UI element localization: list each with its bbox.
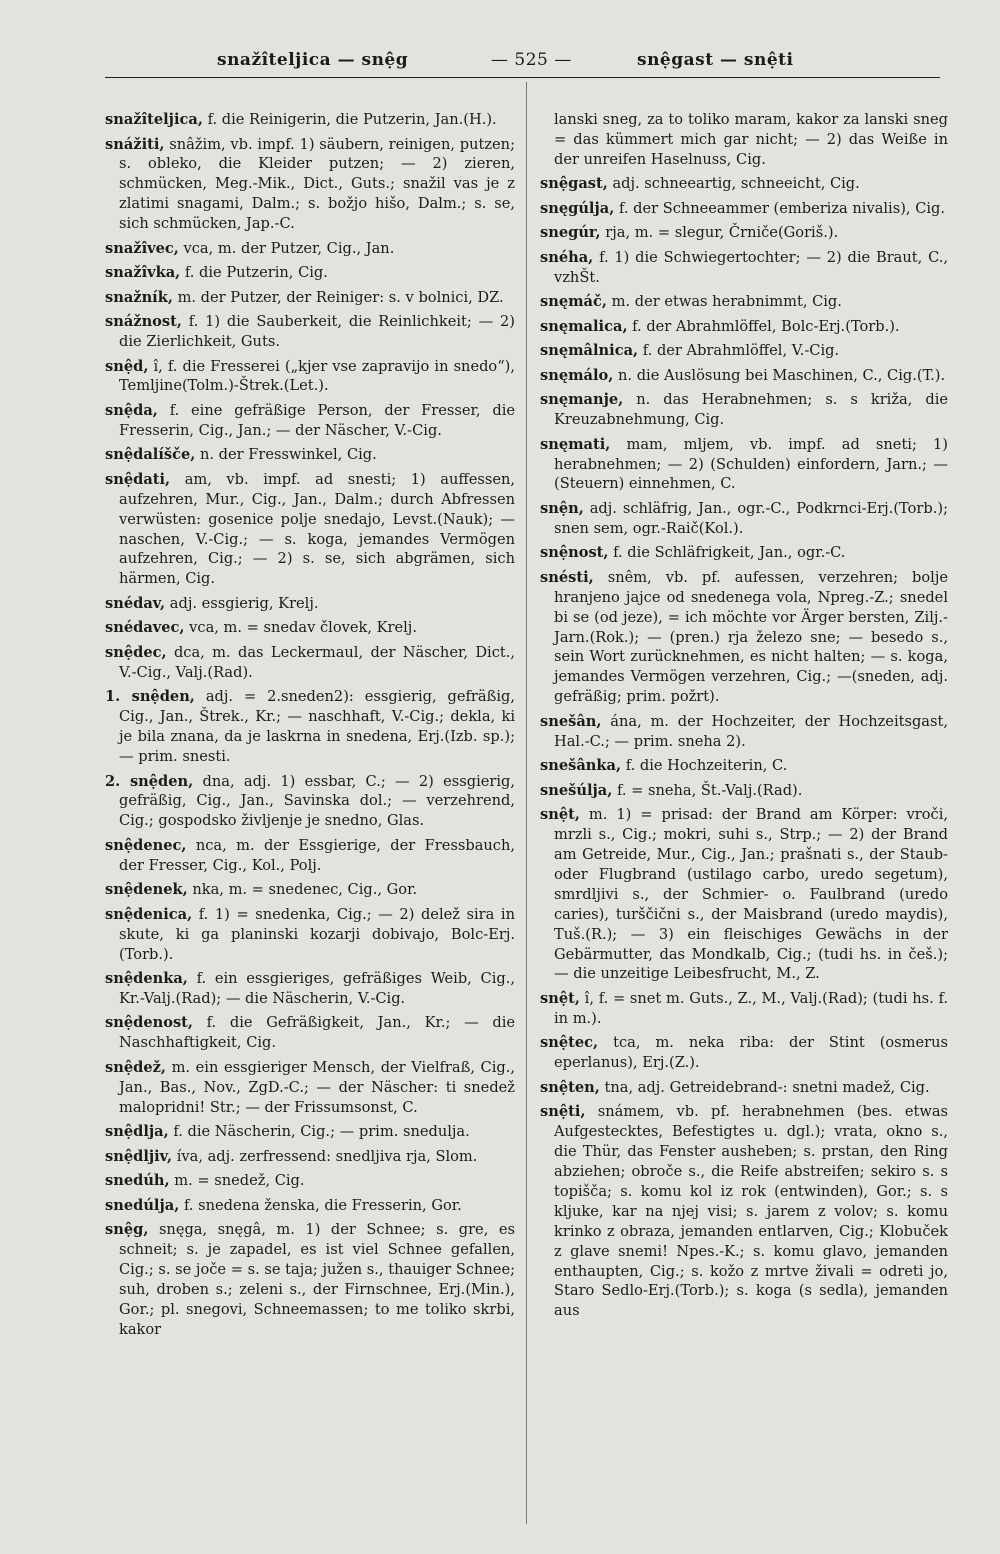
entry-headword: snệnost, [540, 544, 609, 562]
entry-headword: snešânka, [540, 757, 622, 775]
dictionary-entry [540, 805, 948, 984]
entry-definition: m. der etwas herabnimmt, Cig. [611, 293, 842, 311]
entry-headword: snệdenek, [105, 881, 188, 899]
entry-definition: tca, m. neka riba: der Stint (osmerus eperlanus), Erj.(Z.). [554, 1034, 948, 1072]
entry-definition: f. snedena ženska, die Fresserin, Gor. [183, 1196, 462, 1214]
dictionary-entry [540, 543, 948, 563]
dictionary-entry [540, 317, 948, 337]
entry-headword: snệgast, [540, 175, 608, 193]
dictionary-entry [105, 1220, 515, 1339]
entry-headword: snệd, [105, 357, 149, 375]
dictionary-entry [105, 618, 515, 638]
dictionary-entry [540, 341, 948, 361]
dictionary-entry [105, 969, 515, 1009]
entry-headword: snéha, [540, 248, 594, 266]
dictionary-entry [540, 174, 948, 194]
dictionary-entry [540, 110, 948, 170]
entry-definition: f. 1) die Sauberkeit, die Reinlichkeit; — 2) die Zierlichkeit, Guts. [119, 313, 515, 351]
entry-definition: f. die Näscherin, Cig.; — prim. snedulja. [173, 1123, 470, 1141]
entry-headword: snažník, [105, 288, 173, 306]
dictionary-entry [105, 880, 515, 900]
entry-headword: snęmâlnica, [540, 342, 639, 360]
dictionary-entry [105, 687, 515, 767]
entry-definition: tna, adj. Getreidebrand-: snetni madež, Cig. [604, 1078, 930, 1096]
entry-definition: f. die Hochzeiterin, C. [625, 757, 788, 775]
entry-headword: snệdalíšče, [105, 446, 196, 464]
entry-headword: snệdež, [105, 1058, 166, 1076]
entry-headword: snęmati, [540, 435, 611, 453]
dictionary-entry [105, 594, 515, 614]
entry-definition: f. die Reinigerin, die Putzerin, Jan.(H.). [207, 111, 497, 128]
entry-definition: dca, m. das Leckermaul, der Näscher, Dict., V.-Cig., Valj.(Rad). [119, 643, 515, 681]
entry-headword: snện, [540, 499, 584, 517]
entry-definition: f. der Abrahmlöffel, V.-Cig. [642, 342, 840, 360]
entry-definition: adj. schneeartig, schneeicht, Cig. [612, 175, 860, 193]
dictionary-entry [105, 110, 515, 130]
entry-definition: adj. essgierig, Krelj. [169, 594, 319, 612]
dictionary-entry [105, 1147, 515, 1167]
entry-definition: dna, adj. 1) essbar, C.; — 2) essgierig, gefräßig, Cig., Jan., Savinska dol.; — verzehrend, Cig.; gospodsko življenje je snedno, Glas. [119, 772, 515, 830]
entry-definition: am, vb. impf. ad snesti; 1) auffessen, aufzehren, Mur., Cig., Jan., Dalm.; durch Abfressen verwüsten: gosenice polje snedajo, Levst.(Nauk); —naschen, V.-Cig.; — s. koga, jemandes Vermögen aufzehren, Cig.; — 2) s. se, sich abgrämen, sich härmen, Cig. [119, 470, 515, 588]
header-right-range: snệgast — snệti [637, 50, 794, 70]
entry-headword: snęmanje, [540, 391, 624, 409]
entry-headword: snệdenka, [105, 970, 188, 988]
dictionary-entry [540, 756, 948, 776]
entry-definition: m. ein essgieriger Mensch, der Vielfraß, Cig., Jan., Bas., Nov., ZgD.-C.; — der Näscher: ti snedež malopridni! Str.; — der Frissumsonst, C. [119, 1058, 515, 1116]
dictionary-entry [540, 435, 948, 495]
dictionary-entry [105, 312, 515, 352]
entry-headword: snažîteljica, [105, 111, 203, 128]
page-number: — 525 — [491, 50, 572, 70]
dictionary-entry [105, 1013, 515, 1053]
entry-definition: f. 1) die Schwiegertochter; — 2) die Braut, C., vzhŠt. [554, 248, 948, 286]
entry-definition: vca, m. = snedav človek, Krelj. [189, 619, 417, 637]
dictionary-entry [105, 263, 515, 283]
dictionary-entry [540, 199, 948, 219]
entry-headword: snệten, [540, 1078, 600, 1096]
dictionary-entry [540, 1033, 948, 1073]
entry-headword: snęmáč, [540, 293, 607, 311]
entry-headword: snệdljiv, [105, 1147, 173, 1165]
entry-definition: f. der Abrahmlöffel, Bolc-Erj.(Torb.). [632, 317, 900, 335]
dictionary-entry [540, 712, 948, 752]
entry-headword: snệdenec, [105, 836, 187, 854]
entry-definition: snámem, vb. pf. herabnehmen (bes. etwas Aufgestecktes, Befestigtes u. dgl.); vrata, okno s., die Thür, das Fenster ausheben; s. prstan, den Ring abziehen; obroče s., die Reife abstreifen; sekiro s. s topišča; s. komu kol iz rok (entwinden), Gor.; s. s kljuke, kar na njej visi; s. jarem z volov; s. komu krinko z obraza, jemanden entlarven, Cig.; Klobuček z glave snemi! Npes.-K.; s. komu glavo, jemanden enthaupten, Cig.; s. kožo z mrtve živali = odreti jo, Staro Sedlo-Erj.(Torb.); s. koga (s sedla), jemanden aus [554, 1103, 948, 1320]
dictionary-entry [540, 366, 948, 386]
entry-headword: snešúlja, [540, 781, 613, 799]
dictionary-entry [105, 288, 515, 308]
entry-headword: snệdec, [105, 643, 167, 661]
dictionary-entry [540, 1078, 948, 1098]
dictionary-entry [105, 239, 515, 259]
dictionary-entry [540, 292, 948, 312]
dictionary-entry [540, 248, 948, 288]
entry-definition: n. das Herabnehmen; s. s križa, die Kreuzabnehmung, Cig. [554, 391, 948, 429]
entry-headword: snegúr, [540, 224, 601, 242]
column-divider [526, 82, 527, 1524]
entry-headword: snệt, [540, 806, 580, 824]
dictionary-entry [540, 499, 948, 539]
dictionary-entry [105, 135, 515, 235]
entry-definition: ána, m. der Hochzeiter, der Hochzeitsgast, Hal.-C.; — prim. sneha 2). [554, 712, 948, 750]
entry-definition: f. ein essgieriges, gefräßiges Weib, Cig., Kr.-Valj.(Rad); — die Näscherin, V.-Cig. [119, 970, 515, 1007]
entry-headword: snážiti, [105, 135, 165, 153]
entry-definition: n. der Fresswinkel, Cig. [199, 446, 377, 464]
entry-headword: snệt, [540, 989, 580, 1007]
entry-definition: n. die Auslösung bei Maschinen, C., Cig.(T.). [618, 366, 946, 384]
entry-headword: 1. snệden, [105, 688, 195, 706]
dictionary-entry [105, 470, 515, 589]
dictionary-entry [540, 989, 948, 1029]
entry-definition: f. = sneha, Št.-Valj.(Rad). [616, 781, 803, 799]
header-rule [105, 77, 940, 78]
entry-definition: nca, m. der Essgierige, der Fressbauch, der Fresser, Cig., Kol., Polj. [119, 836, 515, 874]
entry-definition: î, f. = snet m. Guts., Z., M., Valj.(Rad); (tudi hs. f. in m.). [554, 989, 948, 1027]
entry-headword: snažîvka, [105, 264, 181, 282]
dictionary-entry [105, 643, 515, 683]
dictionary-entry [105, 401, 515, 441]
entry-headword: snęgúlja, [540, 199, 615, 217]
entry-definition: mam, mljem, vb. impf. ad sneti; 1) herabnehmen; — 2) (Schulden) einfordern, Jarn.; — (Steuern) einnehmen, C. [554, 435, 948, 493]
entry-headword: snážnost, [105, 313, 182, 331]
entry-headword: snệti, [540, 1103, 586, 1121]
entry-headword: snedúh, [105, 1172, 170, 1190]
dictionary-entry [105, 772, 515, 832]
dictionary-entry [540, 1102, 948, 1321]
entry-definition: m. = snedež, Cig. [174, 1172, 305, 1190]
entry-definition: íva, adj. zerfressend: snedljiva rja, Slom. [176, 1147, 478, 1165]
dictionary-entry [105, 445, 515, 465]
entry-definition: f. die Schläfrigkeit, Jan., ogr.-C. [613, 544, 846, 562]
entry-headword: snešân, [540, 712, 602, 730]
dictionary-entry [540, 568, 948, 707]
left-column [105, 110, 515, 1524]
entry-definition: f. 1) = snedenka, Cig.; — 2) delež sira in skute, ki ga planinski kozarji dobivajo, Bolc-Erj.(Torb.). [119, 905, 515, 963]
entry-headword: snệtec, [540, 1034, 599, 1052]
entry-headword: snęmalica, [540, 317, 628, 335]
dictionary-entry [540, 223, 948, 243]
dictionary-entry [105, 1196, 515, 1216]
dictionary-entry [540, 390, 948, 430]
entry-definition: f. eine gefräßige Person, der Fresser, die Fresserin, Cig., Jan.; — der Näscher, V.-Cig. [119, 401, 515, 439]
entry-headword: 2. snệden, [105, 772, 194, 790]
entry-headword: snệdenica, [105, 905, 193, 923]
entry-headword: snệg, [105, 1221, 149, 1239]
entry-headword: snédav, [105, 594, 166, 612]
entry-headword: snedúlja, [105, 1196, 180, 1214]
entry-definition: nka, m. = snedenec, Cig., Gor. [192, 881, 418, 899]
entry-definition: rja, m. = slegur, Črniče(Goriš.). [605, 224, 839, 242]
entry-headword: snédavec, [105, 619, 185, 637]
entry-definition: snâžim, vb. impf. 1) säubern, reinigen, putzen; s. obleko, die Kleider putzen; — 2) zieren, schmücken, Meg.-Mik., Dict., Guts.; snažil vas je z zlatimi snagami, Dalm.; s. božjo hišo, Dalm.; s. se, sich schmücken, Jap.-C. [119, 135, 515, 233]
dictionary-entry [105, 905, 515, 965]
entry-definition: adj. = 2.sneden2): essgierig, gefräßig, Cig., Jan., Štrek., Kr.; — naschhaft, V.-Cig.; dekla, ki je bila znana, da je laskrna in snedena, Erj.(Izb. sp.); — prim. snesti. [119, 688, 515, 765]
dictionary-entry [105, 1171, 515, 1191]
entry-definition: snęga, snęgâ, m. 1) der Schnee; s. gre, es schneit; s. je zapadel, es ist viel Schnee gefallen, Cig.; s. se joče = s. se taja; južen s., thauiger Schnee; suh, droben s.; zeleni s., der Firnschnee, Erj.(Min.), Gor.; pl. snegovi, Schneemassen; to me toliko skrbi, kakor [119, 1221, 515, 1338]
entry-definition: lanski sneg, za to toliko maram, kakor za lanski sneg = das kümmert mich gar nicht; — 2) das Weiße in der unreifen Haselnuss, Cig. [554, 111, 948, 168]
entry-definition: f. die Putzerin, Cig. [184, 264, 328, 282]
right-column [540, 110, 948, 1524]
header-left-range: snažîteljica — snệg [217, 50, 409, 70]
entry-headword: snệdenost, [105, 1014, 193, 1032]
dictionary-entry [540, 781, 948, 801]
dictionary-entry [105, 1058, 515, 1118]
entry-headword: snệdati, [105, 470, 171, 488]
entry-headword: snęmálo, [540, 366, 614, 384]
entry-headword: snệdlja, [105, 1123, 169, 1141]
entry-headword: snệda, [105, 401, 158, 419]
entry-definition: f. der Schneeammer (emberiza nivalis), Cig. [618, 199, 946, 217]
entry-definition: vca, m. der Putzer, Cig., Jan. [183, 239, 395, 257]
dictionary-entry [105, 836, 515, 876]
entry-definition: î, f. die Fresserei („kjer vse zapravijo in snedo“), Temljine(Tolm.)-Štrek.(Let.). [119, 357, 515, 395]
entry-definition: m. 1) = prisad: der Brand am Körper: vroči, mrzli s., Cig.; mokri, suhi s., Strp.; — 2) der Brand am Getreide, Mur., Cig., Jan.; prašnati s., der Staub- oder Flugbrand (ustilago carbo, uredo segetum), smrdljivi s., der Schmier- o. Faulbrand (uredo caries), turščični s., der Maisbrand (uredo maydis), Tuš.(R.); — 3) ein fleischiges Gewächs in der Gebärmutter, das Mondkalb, Cig.; (tudi hs. in češ.); — die unzeitige Leibesfrucht, M., Z. [554, 806, 948, 983]
entry-definition: f. die Gefräßigkeit, Jan., Kr.; — die Naschhaftigkeit, Cig. [119, 1014, 515, 1052]
entry-headword: snažîvec, [105, 239, 179, 257]
dictionary-entry [105, 357, 515, 397]
entry-definition: adj. schläfrig, Jan., ogr.-C., Podkrnci-Erj.(Torb.); snen sem, ogr.-Raič(Kol.). [554, 499, 948, 537]
page-header [105, 44, 940, 78]
dictionary-entry [105, 1122, 515, 1142]
entry-definition: m. der Putzer, der Reiniger: s. v bolnici, DZ. [177, 288, 504, 306]
entry-headword: snésti, [540, 568, 594, 586]
entry-definition: snêm, vb. pf. aufessen, verzehren; bolje hranjeno jajce od snedenega vola, Npreg.-Z.; snedel bi se (od jeze), = ich möchte vor Ärger bersten, Zilj.-Jarn.(Rok.); — (pren.) rja železo sne; — besedo s., sein Wort zurücknehmen, es nicht halten; — s. koga, jemandes Vermögen verzehren, Cig.; —(sneden, adj. gefräßig; prim. požrt). [554, 568, 948, 706]
